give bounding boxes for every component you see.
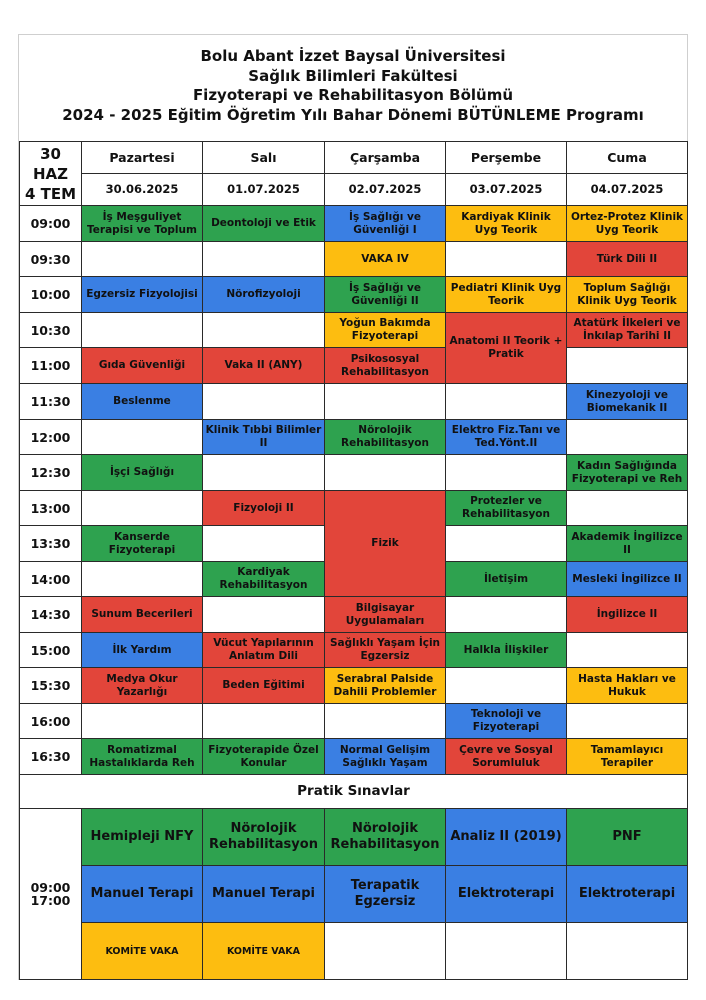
course-cell: Nörofizyoloji: [203, 277, 325, 313]
course-cell: Mesleki İngilizce II: [567, 562, 688, 597]
empty-cell: [82, 242, 203, 277]
time-slot: 10:30: [20, 313, 82, 348]
time-slot: 13:00: [20, 491, 82, 526]
course-cell: Sağlıklı Yaşam İçin Egzersiz: [325, 633, 446, 668]
time-slot: 14:00: [20, 562, 82, 597]
practical-exam-cell: KOMİTE VAKA: [203, 923, 325, 980]
practical-time-end: 17:00: [30, 893, 71, 908]
course-cell: İlk Yardım: [82, 633, 203, 668]
practical-exam-cell: Nörolojik Rehabilitasyon: [325, 809, 446, 866]
course-cell: İş Sağlığı ve Güvenliği II: [325, 277, 446, 313]
course-cell: Kardiyak Rehabilitasyon: [203, 562, 325, 597]
course-cell: Medya Okur Yazarlığı: [82, 668, 203, 704]
time-slot: 11:00: [20, 348, 82, 384]
course-cell: Romatizmal Hastalıklarda Reh: [82, 739, 203, 775]
week-start: 30 HAZ: [32, 144, 69, 183]
course-cell: Anatomi II Teorik + Pratik: [446, 313, 567, 384]
day-name: Çarşamba: [325, 142, 446, 174]
course-cell: Gıda Güvenliği: [82, 348, 203, 384]
empty-cell: [446, 526, 567, 562]
course-cell: Çevre ve Sosyal Sorumluluk: [446, 739, 567, 775]
week-end: 4 TEM: [24, 184, 77, 203]
day-name: Pazartesi: [82, 142, 203, 174]
practical-exam-cell: KOMİTE VAKA: [82, 923, 203, 980]
empty-cell: [203, 704, 325, 739]
practical-exams-heading: Pratik Sınavlar: [20, 775, 688, 809]
day-name: Cuma: [567, 142, 688, 174]
time-slot: 15:30: [20, 668, 82, 704]
day-date: 02.07.2025: [325, 174, 446, 206]
course-cell: Kanserde Fizyoterapi: [82, 526, 203, 562]
course-cell: Pediatri Klinik Uyg Teorik: [446, 277, 567, 313]
practical-exam-cell: Hemipleji NFY: [82, 809, 203, 866]
course-cell: Türk Dili II: [567, 242, 688, 277]
time-slot: 14:30: [20, 597, 82, 633]
time-slot: 11:30: [20, 384, 82, 420]
course-cell: Vücut Yapılarının Anlatım Dili: [203, 633, 325, 668]
course-cell: VAKA IV: [325, 242, 446, 277]
course-cell: Akademik İngilizce II: [567, 526, 688, 562]
day-date: 03.07.2025: [446, 174, 567, 206]
empty-cell: [567, 923, 688, 980]
course-cell: Halkla İlişkiler: [446, 633, 567, 668]
schedule-table: [19, 141, 688, 980]
empty-cell: [325, 384, 446, 420]
empty-cell: [446, 668, 567, 704]
day-date: 04.07.2025: [567, 174, 688, 206]
university-name: Bolu Abant İzzet Baysal Üniversitesi: [200, 47, 506, 65]
practical-exam-cell: Nörolojik Rehabilitasyon: [203, 809, 325, 866]
course-cell: Kardiyak Klinik Uyg Teorik: [446, 206, 567, 242]
practical-exam-cell: Manuel Terapi: [203, 866, 325, 923]
course-cell: Ortez-Protez Klinik Uyg Teorik: [567, 206, 688, 242]
empty-cell: [82, 420, 203, 455]
course-cell: İş Sağlığı ve Güvenliği I: [325, 206, 446, 242]
course-cell: Tamamlayıcı Terapiler: [567, 739, 688, 775]
empty-cell: [567, 491, 688, 526]
day-date: 01.07.2025: [203, 174, 325, 206]
empty-cell: [567, 633, 688, 668]
empty-cell: [446, 597, 567, 633]
course-cell: Beslenme: [82, 384, 203, 420]
course-cell: Protezler ve Rehabilitasyon: [446, 491, 567, 526]
empty-cell: [567, 704, 688, 739]
course-cell: İş Meşguliyet Terapisi ve Toplum: [82, 206, 203, 242]
empty-cell: [82, 491, 203, 526]
course-cell: Psikososyal Rehabilitasyon: [325, 348, 446, 384]
empty-cell: [567, 420, 688, 455]
course-cell: Kadın Sağlığında Fizyoterapi ve Reh: [567, 455, 688, 491]
empty-cell: [203, 384, 325, 420]
course-cell: Kinezyoloji ve Biomekanik II: [567, 384, 688, 420]
course-cell: Toplum Sağlığı Klinik Uyg Teorik: [567, 277, 688, 313]
course-cell: Nörolojik Rehabilitasyon: [325, 420, 446, 455]
empty-cell: [203, 597, 325, 633]
course-cell: Fizyoloji II: [203, 491, 325, 526]
practical-exam-cell: Elektroterapi: [446, 866, 567, 923]
practical-exam-cell: Manuel Terapi: [82, 866, 203, 923]
empty-cell: [446, 455, 567, 491]
time-slot: 09:00: [20, 206, 82, 242]
day-date: 30.06.2025: [82, 174, 203, 206]
course-cell: Deontoloji ve Etik: [203, 206, 325, 242]
time-slot: 16:00: [20, 704, 82, 739]
time-slot: 13:30: [20, 526, 82, 562]
course-cell: İngilizce II: [567, 597, 688, 633]
empty-cell: [203, 455, 325, 491]
empty-cell: [82, 313, 203, 348]
empty-cell: [567, 348, 688, 384]
time-slot: 12:00: [20, 420, 82, 455]
department-name: Fizyoterapi ve Rehabilitasyon Bölümü: [192, 86, 514, 104]
empty-cell: [446, 923, 567, 980]
title-block: [19, 47, 687, 125]
course-cell: Klinik Tıbbi Bilimler II: [203, 420, 325, 455]
course-cell: Fizyoterapide Özel Konular: [203, 739, 325, 775]
empty-cell: [446, 384, 567, 420]
course-cell: Serabral Palside Dahili Problemler: [325, 668, 446, 704]
course-cell: Yoğun Bakımda Fizyoterapi: [325, 313, 446, 348]
empty-cell: [203, 242, 325, 277]
empty-cell: [203, 313, 325, 348]
course-cell: Elektro Fiz.Tanı ve Ted.Yönt.II: [446, 420, 567, 455]
course-cell: Hasta Hakları ve Hukuk: [567, 668, 688, 704]
practical-time-range: [20, 809, 82, 980]
empty-cell: [203, 526, 325, 562]
empty-cell: [325, 704, 446, 739]
course-cell: Fizik: [325, 491, 446, 597]
empty-cell: [325, 923, 446, 980]
practical-exam-cell: Elektroterapi: [567, 866, 688, 923]
course-cell: Vaka II (ANY): [203, 348, 325, 384]
course-cell: Normal Gelişim Sağlıklı Yaşam: [325, 739, 446, 775]
course-cell: Teknoloji ve Fizyoterapi: [446, 704, 567, 739]
week-range: [20, 142, 82, 206]
course-cell: İletişim: [446, 562, 567, 597]
day-name: Perşembe: [446, 142, 567, 174]
time-slot: 16:30: [20, 739, 82, 775]
course-cell: Atatürk İlkeleri ve İnkılap Tarihi II: [567, 313, 688, 348]
practical-exam-cell: Analiz II (2019): [446, 809, 567, 866]
course-cell: Beden Eğitimi: [203, 668, 325, 704]
practical-time-start: 09:00: [30, 880, 71, 895]
course-cell: İşçi Sağlığı: [82, 455, 203, 491]
empty-cell: [325, 455, 446, 491]
empty-cell: [82, 562, 203, 597]
course-cell: Sunum Becerileri: [82, 597, 203, 633]
course-cell: Egzersiz Fizyolojisi: [82, 277, 203, 313]
practical-exam-cell: PNF: [567, 809, 688, 866]
day-name: Salı: [203, 142, 325, 174]
faculty-name: Sağlık Bilimleri Fakültesi: [248, 66, 458, 85]
program-title: 2024 - 2025 Eğitim Öğretim Yılı Bahar Dönemi BÜTÜNLEME Programı: [62, 105, 644, 124]
empty-cell: [82, 704, 203, 739]
time-slot: 12:30: [20, 455, 82, 491]
course-cell: Bilgisayar Uygulamaları: [325, 597, 446, 633]
practical-exam-cell: Terapatik Egzersiz: [325, 866, 446, 923]
empty-cell: [446, 242, 567, 277]
schedule-sheet: [18, 34, 688, 980]
time-slot: 15:00: [20, 633, 82, 668]
time-slot: 10:00: [20, 277, 82, 313]
time-slot: 09:30: [20, 242, 82, 277]
